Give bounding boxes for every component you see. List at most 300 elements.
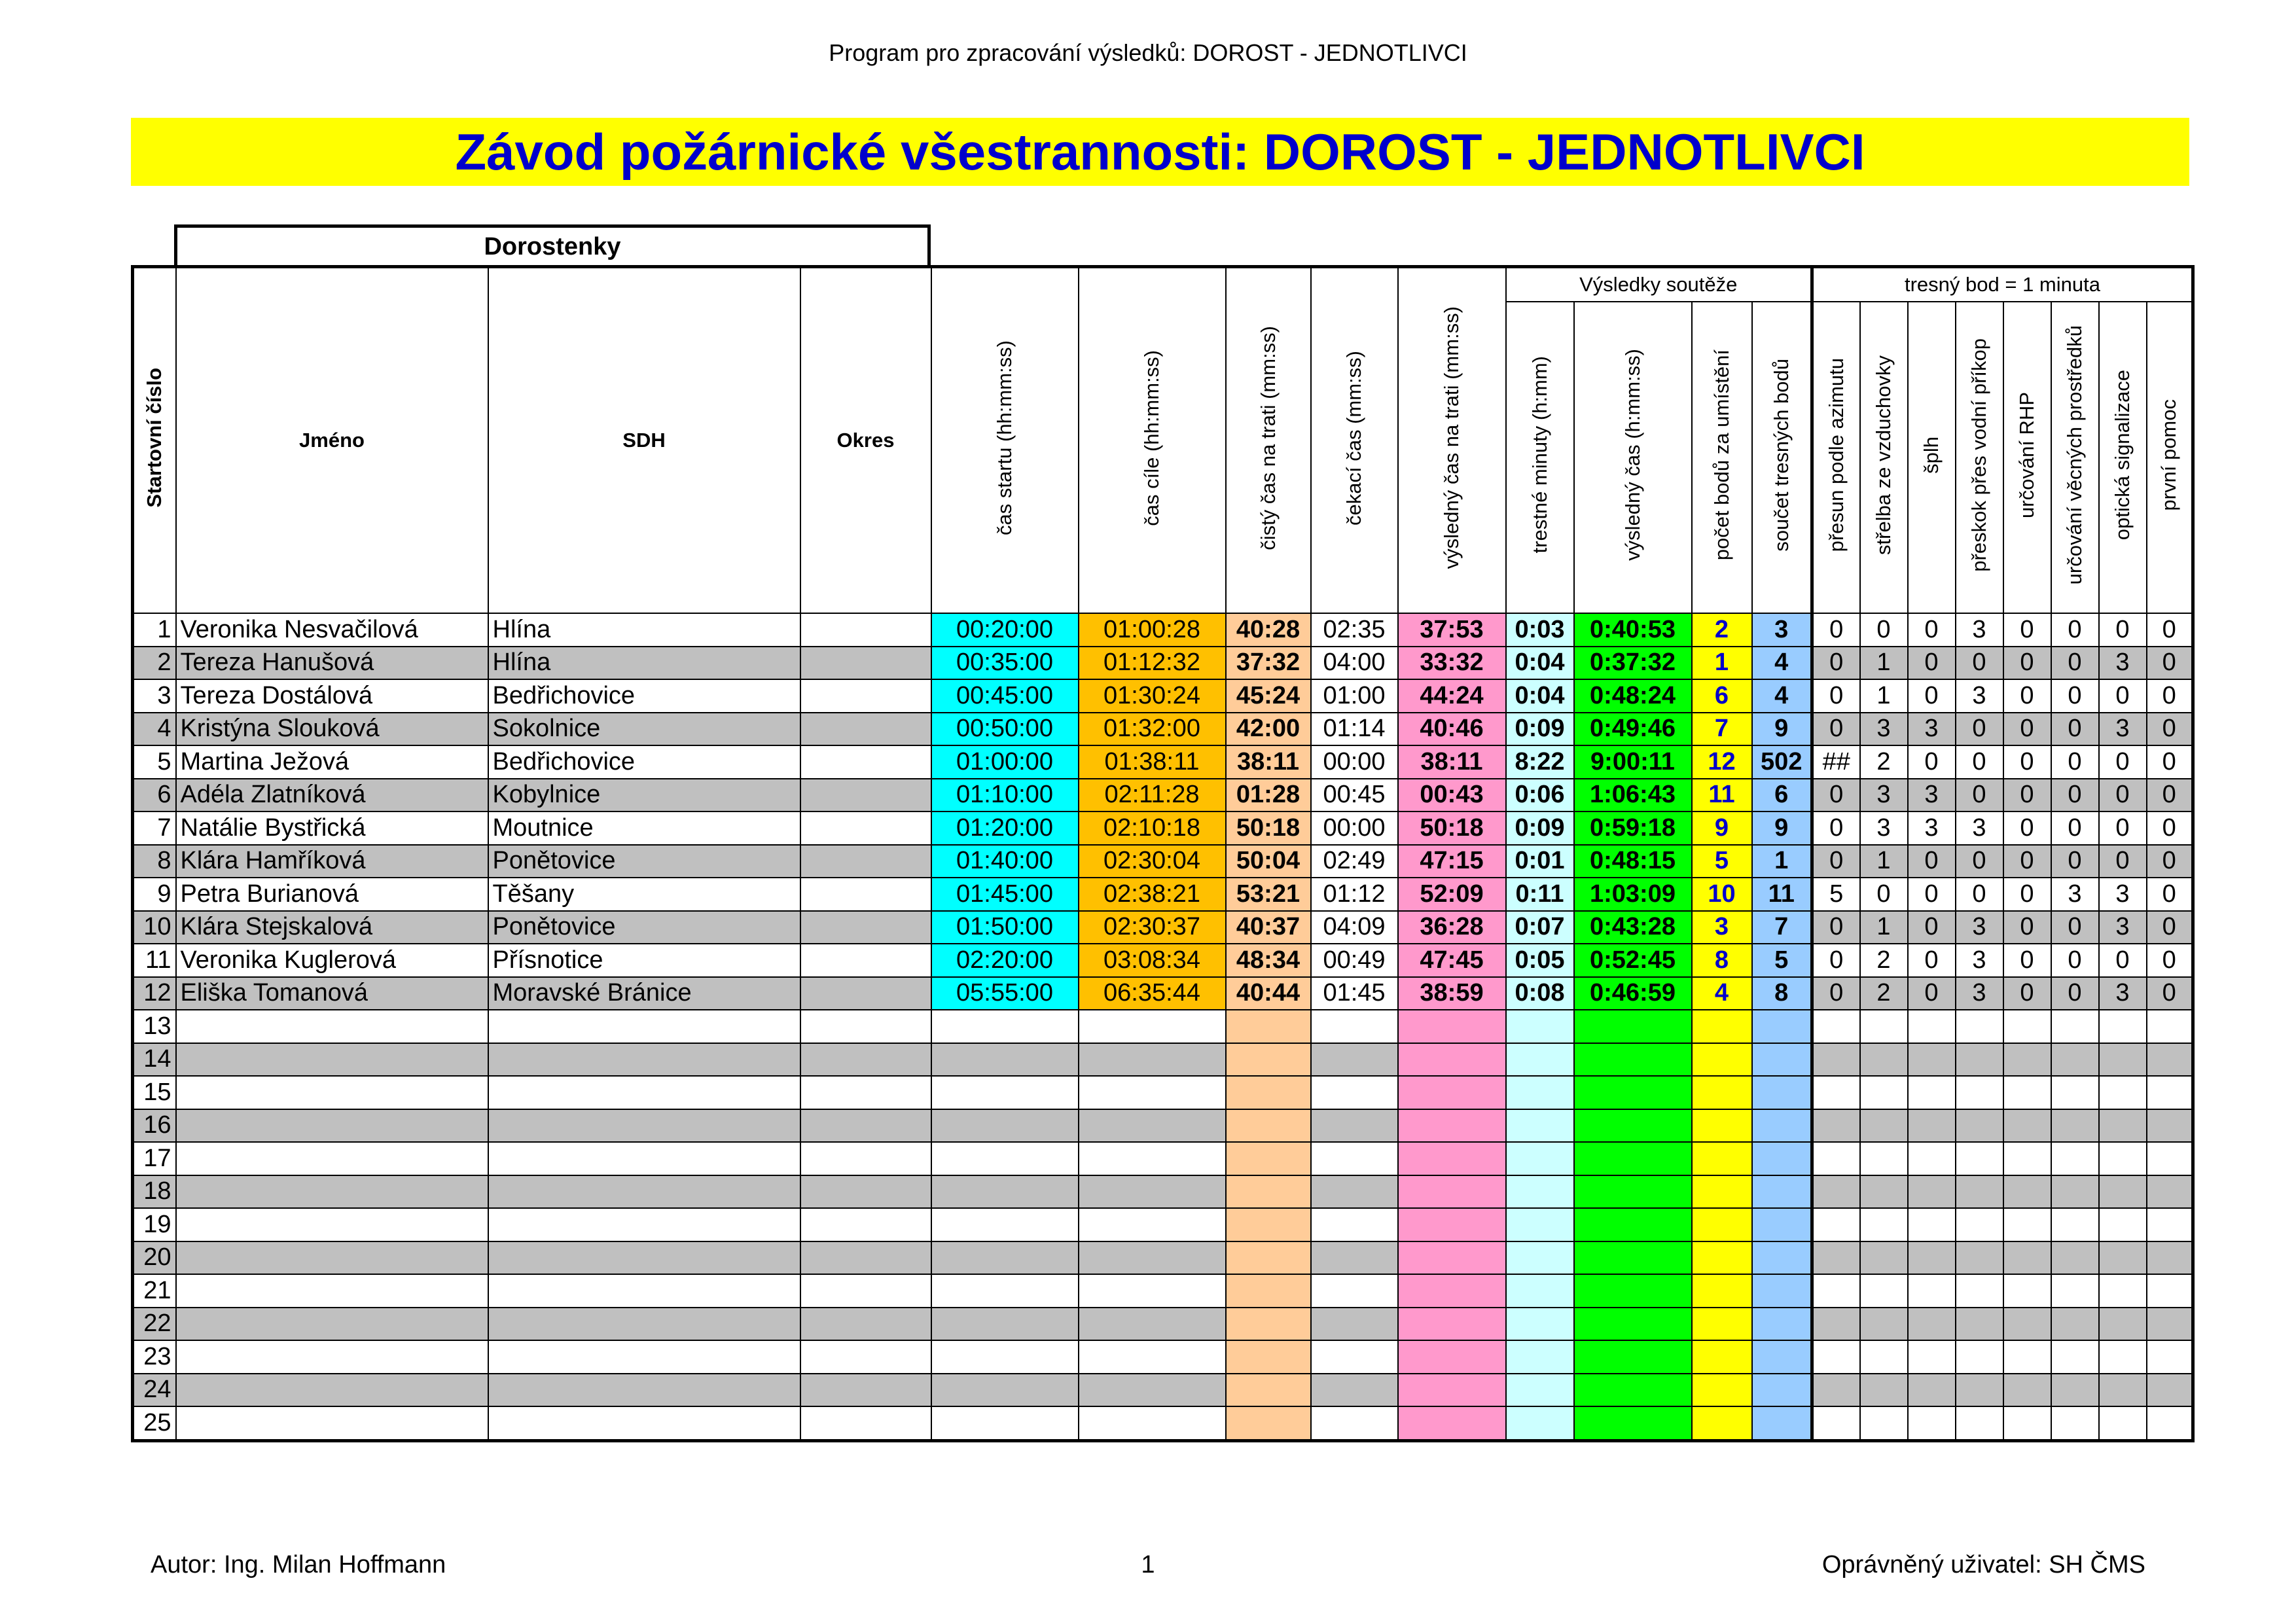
start-no-cell: 5: [133, 745, 176, 779]
placement-points-cell: 9: [1692, 812, 1752, 845]
discipline-cell: 0: [2099, 613, 2147, 647]
discipline-cell: [2003, 1109, 2051, 1143]
col-discipline: určování věcných prostředků: [2051, 302, 2099, 613]
discipline-cell: 0: [1812, 911, 1860, 944]
discipline-cell: 0: [2003, 911, 2051, 944]
result-track-cell: 47:45: [1398, 944, 1506, 977]
clean-time-cell: [1226, 1043, 1311, 1077]
penalty-minutes-cell: 0:07: [1506, 911, 1574, 944]
time-finish-cell: [1079, 1241, 1226, 1275]
discipline-cell: [2147, 1142, 2193, 1175]
result-track-cell: 36:28: [1398, 911, 1506, 944]
placement-points-cell: 6: [1692, 679, 1752, 713]
col-discipline: střelba ze vzduchovky: [1860, 302, 1908, 613]
discipline-cell: 0: [1908, 613, 1956, 647]
table-row: [133, 1175, 2193, 1209]
time-finish-cell: 01:00:28: [1079, 613, 1226, 647]
discipline-cell: [2003, 1010, 2051, 1043]
start-no-cell: 6: [133, 779, 176, 812]
time-start-cell: 01:00:00: [931, 745, 1079, 779]
clean-time-cell: [1226, 1208, 1311, 1241]
table-row: [133, 613, 2193, 647]
time-start-cell: 01:45:00: [931, 878, 1079, 911]
footer-page-number: 1: [1141, 1551, 1155, 1578]
discipline-cell: [2051, 1374, 2099, 1407]
discipline-cell: 0: [1812, 812, 1860, 845]
discipline-cell: 0: [2099, 845, 2147, 878]
discipline-cell: 0: [1812, 713, 1860, 746]
start-no-cell: 2: [133, 647, 176, 680]
result-time-cell: 0:46:59: [1574, 977, 1692, 1010]
discipline-cell: [1956, 1340, 2003, 1374]
penalty-sum-cell: [1752, 1274, 1812, 1308]
placement-points-cell: [1692, 1406, 1752, 1440]
discipline-cell: 0: [2099, 745, 2147, 779]
discipline-cell: [2003, 1374, 2051, 1407]
clean-time-cell: [1226, 1175, 1311, 1209]
discipline-cell: [2099, 1109, 2147, 1143]
district-cell: [800, 1043, 931, 1077]
placement-points-cell: [1692, 1340, 1752, 1374]
sdh-cell: Ponětovice: [488, 845, 800, 878]
discipline-cell: [1908, 1274, 1956, 1308]
penalty-sum-cell: [1752, 1241, 1812, 1275]
discipline-cell: 0: [2147, 713, 2193, 746]
placement-points-cell: [1692, 1109, 1752, 1143]
result-track-cell: 38:59: [1398, 977, 1506, 1010]
discipline-cell: [2099, 1010, 2147, 1043]
discipline-cell: 2: [1860, 977, 1908, 1010]
sdh-cell: Kobylnice: [488, 779, 800, 812]
discipline-cell: 0: [2051, 613, 2099, 647]
discipline-cell: [2051, 1109, 2099, 1143]
clean-time-cell: 40:28: [1226, 613, 1311, 647]
sdh-cell: Moutnice: [488, 812, 800, 845]
discipline-cell: 0: [2003, 845, 2051, 878]
discipline-cell: [2147, 1175, 2193, 1209]
start-no-cell: 21: [133, 1274, 176, 1308]
result-track-cell: [1398, 1109, 1506, 1143]
penalty-sum-cell: [1752, 1076, 1812, 1109]
col-start-no: Startovní číslo: [133, 267, 176, 614]
penalty-minutes-cell: [1506, 1340, 1574, 1374]
discipline-cell: [2099, 1374, 2147, 1407]
discipline-cell: [1860, 1340, 1908, 1374]
time-start-cell: [931, 1241, 1079, 1275]
time-start-cell: [931, 1109, 1079, 1143]
results-table: [131, 265, 2195, 1442]
discipline-cell: [1860, 1076, 1908, 1109]
table-row: [133, 1043, 2193, 1077]
discipline-cell: 3: [1956, 679, 2003, 713]
name-cell: Kristýna Slouková: [176, 713, 488, 746]
time-finish-cell: 02:10:18: [1079, 812, 1226, 845]
penalty-minutes-cell: [1506, 1406, 1574, 1440]
result-track-cell: 00:43: [1398, 779, 1506, 812]
placement-points-cell: 10: [1692, 878, 1752, 911]
discipline-cell: 0: [1860, 878, 1908, 911]
result-time-cell: [1574, 1043, 1692, 1077]
discipline-cell: 0: [2003, 745, 2051, 779]
result-time-cell: [1574, 1308, 1692, 1341]
discipline-cell: 0: [1812, 779, 1860, 812]
discipline-cell: 0: [2051, 745, 2099, 779]
time-finish-cell: 02:11:28: [1079, 779, 1226, 812]
placement-points-cell: [1692, 1241, 1752, 1275]
discipline-cell: [1812, 1308, 1860, 1341]
placement-points-cell: [1692, 1043, 1752, 1077]
discipline-cell: [1956, 1274, 2003, 1308]
result-time-cell: [1574, 1076, 1692, 1109]
discipline-cell: 0: [1908, 679, 1956, 713]
time-finish-cell: [1079, 1374, 1226, 1407]
time-finish-cell: 06:35:44: [1079, 977, 1226, 1010]
discipline-cell: 0: [2147, 845, 2193, 878]
discipline-cell: [2003, 1208, 2051, 1241]
penalty-sum-cell: 502: [1752, 745, 1812, 779]
start-no-cell: 11: [133, 944, 176, 977]
table-row: [133, 1142, 2193, 1175]
discipline-cell: [1812, 1109, 1860, 1143]
start-no-cell: 15: [133, 1076, 176, 1109]
time-finish-cell: [1079, 1208, 1226, 1241]
start-no-cell: 9: [133, 878, 176, 911]
wait-time-cell: [1311, 1175, 1398, 1209]
time-finish-cell: [1079, 1308, 1226, 1341]
table-row: [133, 713, 2193, 746]
name-cell: [176, 1308, 488, 1341]
discipline-cell: [1812, 1043, 1860, 1077]
placement-points-cell: [1692, 1076, 1752, 1109]
discipline-cell: [1908, 1175, 1956, 1209]
penalty-sum-cell: 11: [1752, 878, 1812, 911]
penalty-sum-cell: 3: [1752, 613, 1812, 647]
discipline-cell: [2147, 1043, 2193, 1077]
time-start-cell: [931, 1142, 1079, 1175]
start-no-cell: 3: [133, 679, 176, 713]
discipline-cell: 0: [2051, 944, 2099, 977]
result-track-cell: [1398, 1274, 1506, 1308]
discipline-cell: [1908, 1142, 1956, 1175]
table-row: [133, 845, 2193, 878]
penalty-group-header: tresný bod = 1 minuta: [1812, 267, 2193, 302]
sdh-cell: [488, 1308, 800, 1341]
penalty-minutes-cell: 8:22: [1506, 745, 1574, 779]
discipline-cell: 1: [1860, 845, 1908, 878]
time-start-cell: 01:10:00: [931, 779, 1079, 812]
table-row: [133, 1208, 2193, 1241]
discipline-cell: 0: [2147, 977, 2193, 1010]
result-time-cell: [1574, 1010, 1692, 1043]
table-row: [133, 944, 2193, 977]
sdh-cell: Těšany: [488, 878, 800, 911]
result-track-cell: [1398, 1374, 1506, 1407]
time-finish-cell: [1079, 1010, 1226, 1043]
result-track-cell: [1398, 1043, 1506, 1077]
result-time-cell: 0:43:28: [1574, 911, 1692, 944]
clean-time-cell: 42:00: [1226, 713, 1311, 746]
wait-time-cell: 02:35: [1311, 613, 1398, 647]
placement-points-cell: 8: [1692, 944, 1752, 977]
result-track-cell: 37:53: [1398, 613, 1506, 647]
district-cell: [800, 977, 931, 1010]
col-discipline: optická signalizace: [2099, 302, 2147, 613]
discipline-cell: [2147, 1010, 2193, 1043]
time-start-cell: [931, 1406, 1079, 1440]
name-cell: [176, 1274, 488, 1308]
discipline-cell: [2051, 1241, 2099, 1275]
penalty-sum-cell: 7: [1752, 911, 1812, 944]
placement-points-cell: 12: [1692, 745, 1752, 779]
table-row: [133, 1340, 2193, 1374]
time-finish-cell: 02:30:04: [1079, 845, 1226, 878]
result-time-cell: 1:03:09: [1574, 878, 1692, 911]
penalty-sum-cell: [1752, 1308, 1812, 1341]
discipline-cell: 3: [1956, 944, 2003, 977]
col-name: Jméno: [176, 267, 488, 614]
time-finish-cell: 01:12:32: [1079, 647, 1226, 680]
discipline-cell: 0: [2003, 977, 2051, 1010]
discipline-cell: [2099, 1406, 2147, 1440]
wait-time-cell: [1311, 1076, 1398, 1109]
discipline-cell: 0: [2099, 779, 2147, 812]
penalty-sum-cell: [1752, 1109, 1812, 1143]
start-no-cell: 20: [133, 1241, 176, 1275]
district-cell: [800, 679, 931, 713]
wait-time-cell: [1311, 1109, 1398, 1143]
discipline-cell: 0: [2147, 613, 2193, 647]
name-cell: [176, 1109, 488, 1143]
time-start-cell: [931, 1043, 1079, 1077]
discipline-cell: 0: [2003, 878, 2051, 911]
discipline-cell: [2003, 1274, 2051, 1308]
time-start-cell: [931, 1010, 1079, 1043]
start-no-cell: 23: [133, 1340, 176, 1374]
clean-time-cell: [1226, 1406, 1311, 1440]
placement-points-cell: [1692, 1374, 1752, 1407]
penalty-minutes-cell: [1506, 1308, 1574, 1341]
discipline-cell: [1812, 1406, 1860, 1440]
discipline-cell: 0: [1908, 745, 1956, 779]
discipline-cell: [1812, 1274, 1860, 1308]
discipline-cell: 0: [2051, 977, 2099, 1010]
district-cell: [800, 1308, 931, 1341]
clean-time-cell: 45:24: [1226, 679, 1311, 713]
discipline-cell: [1956, 1010, 2003, 1043]
sdh-cell: [488, 1241, 800, 1275]
discipline-cell: [1908, 1109, 1956, 1143]
placement-points-cell: [1692, 1274, 1752, 1308]
discipline-cell: 3: [2099, 911, 2147, 944]
discipline-cell: [1860, 1043, 1908, 1077]
time-start-cell: 00:20:00: [931, 613, 1079, 647]
penalty-minutes-cell: [1506, 1043, 1574, 1077]
discipline-cell: [2051, 1208, 2099, 1241]
penalty-minutes-cell: 0:11: [1506, 878, 1574, 911]
district-cell: [800, 845, 931, 878]
result-time-cell: [1574, 1406, 1692, 1440]
col-placement-points: počet bodů za umístění: [1692, 302, 1752, 613]
discipline-cell: 0: [1860, 613, 1908, 647]
discipline-cell: [2003, 1308, 2051, 1341]
result-track-cell: [1398, 1175, 1506, 1209]
name-cell: Eliška Tomanová: [176, 977, 488, 1010]
name-cell: Tereza Dostálová: [176, 679, 488, 713]
time-start-cell: 00:50:00: [931, 713, 1079, 746]
placement-points-cell: 7: [1692, 713, 1752, 746]
table-row: [133, 647, 2193, 680]
discipline-cell: [1812, 1076, 1860, 1109]
table-row: [133, 1308, 2193, 1341]
page-header: Program pro zpracování výsledků: DOROST - JEDNOTLIVCI: [829, 39, 1467, 66]
district-cell: [800, 1175, 931, 1209]
penalty-sum-cell: [1752, 1043, 1812, 1077]
discipline-cell: 0: [2003, 647, 2051, 680]
time-finish-cell: [1079, 1175, 1226, 1209]
penalty-sum-cell: 1: [1752, 845, 1812, 878]
penalty-sum-cell: 8: [1752, 977, 1812, 1010]
sdh-cell: Bedřichovice: [488, 745, 800, 779]
placement-points-cell: 2: [1692, 613, 1752, 647]
discipline-cell: [2003, 1175, 2051, 1209]
sdh-cell: Bedřichovice: [488, 679, 800, 713]
col-district: Okres: [800, 267, 931, 614]
discipline-cell: [2003, 1241, 2051, 1275]
discipline-cell: 1: [1860, 911, 1908, 944]
discipline-cell: 3: [2099, 878, 2147, 911]
discipline-cell: 0: [2147, 745, 2193, 779]
result-track-cell: 38:11: [1398, 745, 1506, 779]
discipline-cell: [2099, 1142, 2147, 1175]
penalty-minutes-cell: [1506, 1175, 1574, 1209]
discipline-cell: 0: [2051, 713, 2099, 746]
discipline-cell: [2099, 1208, 2147, 1241]
sdh-cell: [488, 1374, 800, 1407]
table-row: [133, 812, 2193, 845]
wait-time-cell: 02:49: [1311, 845, 1398, 878]
discipline-cell: [1812, 1208, 1860, 1241]
start-no-cell: 19: [133, 1208, 176, 1241]
col-result-time: výsledný čas (h:mm:ss): [1574, 302, 1692, 613]
col-time-start: čas startu (hh:mm:ss): [931, 267, 1079, 614]
discipline-cell: [1860, 1374, 1908, 1407]
discipline-cell: 2: [1860, 745, 1908, 779]
col-wait-time: čekací čas (mm:ss): [1311, 267, 1398, 614]
discipline-cell: [1812, 1175, 1860, 1209]
result-time-cell: [1574, 1374, 1692, 1407]
result-track-cell: [1398, 1076, 1506, 1109]
wait-time-cell: 04:09: [1311, 911, 1398, 944]
table-row: [133, 977, 2193, 1010]
time-finish-cell: 01:30:24: [1079, 679, 1226, 713]
result-time-cell: 0:40:53: [1574, 613, 1692, 647]
discipline-cell: 0: [1956, 779, 2003, 812]
penalty-minutes-cell: [1506, 1010, 1574, 1043]
result-time-cell: 1:06:43: [1574, 779, 1692, 812]
result-time-cell: 0:49:46: [1574, 713, 1692, 746]
discipline-cell: 0: [1956, 845, 2003, 878]
discipline-cell: 0: [2003, 944, 2051, 977]
name-cell: [176, 1340, 488, 1374]
result-track-cell: 33:32: [1398, 647, 1506, 680]
clean-time-cell: 53:21: [1226, 878, 1311, 911]
district-cell: [800, 1406, 931, 1440]
discipline-cell: [1860, 1175, 1908, 1209]
result-time-cell: [1574, 1175, 1692, 1209]
discipline-cell: [1908, 1010, 1956, 1043]
discipline-cell: 0: [1956, 713, 2003, 746]
result-time-cell: [1574, 1142, 1692, 1175]
penalty-minutes-cell: 0:03: [1506, 613, 1574, 647]
wait-time-cell: [1311, 1208, 1398, 1241]
discipline-cell: [2051, 1406, 2099, 1440]
result-time-cell: [1574, 1241, 1692, 1275]
result-time-cell: 0:48:24: [1574, 679, 1692, 713]
time-start-cell: 01:20:00: [931, 812, 1079, 845]
wait-time-cell: [1311, 1274, 1398, 1308]
group-header: Dorostenky: [174, 224, 931, 266]
table-row: [133, 1374, 2193, 1407]
district-cell: [800, 911, 931, 944]
clean-time-cell: 38:11: [1226, 745, 1311, 779]
clean-time-cell: [1226, 1374, 1311, 1407]
discipline-cell: 0: [2147, 679, 2193, 713]
discipline-cell: 0: [1812, 647, 1860, 680]
name-cell: [176, 1208, 488, 1241]
discipline-cell: [2051, 1010, 2099, 1043]
discipline-cell: 0: [1812, 679, 1860, 713]
wait-time-cell: [1311, 1340, 1398, 1374]
discipline-cell: [1860, 1142, 1908, 1175]
time-start-cell: 01:40:00: [931, 845, 1079, 878]
wait-time-cell: [1311, 1308, 1398, 1341]
discipline-cell: 0: [2099, 812, 2147, 845]
discipline-cell: 0: [1908, 845, 1956, 878]
penalty-minutes-cell: 0:05: [1506, 944, 1574, 977]
discipline-cell: [1908, 1374, 1956, 1407]
discipline-cell: [1956, 1175, 2003, 1209]
discipline-cell: 0: [2051, 812, 2099, 845]
discipline-cell: [1860, 1208, 1908, 1241]
result-time-cell: [1574, 1274, 1692, 1308]
discipline-cell: 3: [1908, 812, 1956, 845]
discipline-cell: [1956, 1109, 2003, 1143]
discipline-cell: 0: [2003, 679, 2051, 713]
discipline-cell: 3: [1956, 977, 2003, 1010]
discipline-cell: [2003, 1340, 2051, 1374]
result-track-cell: [1398, 1208, 1506, 1241]
discipline-cell: 0: [1908, 911, 1956, 944]
discipline-cell: [2099, 1241, 2147, 1275]
discipline-cell: [2051, 1175, 2099, 1209]
time-finish-cell: [1079, 1043, 1226, 1077]
discipline-cell: [2003, 1406, 2051, 1440]
wait-time-cell: 01:14: [1311, 713, 1398, 746]
start-no-cell: 1: [133, 613, 176, 647]
discipline-cell: 0: [1908, 647, 1956, 680]
placement-points-cell: 4: [1692, 977, 1752, 1010]
discipline-cell: 3: [2099, 647, 2147, 680]
discipline-cell: [1860, 1274, 1908, 1308]
discipline-cell: 0: [1812, 613, 1860, 647]
discipline-cell: [1812, 1142, 1860, 1175]
col-time-finish: čas cíle (hh:mm:ss): [1079, 267, 1226, 614]
discipline-cell: 3: [2099, 713, 2147, 746]
time-start-cell: [931, 1308, 1079, 1341]
discipline-cell: [1908, 1241, 1956, 1275]
name-cell: [176, 1076, 488, 1109]
time-start-cell: [931, 1274, 1079, 1308]
